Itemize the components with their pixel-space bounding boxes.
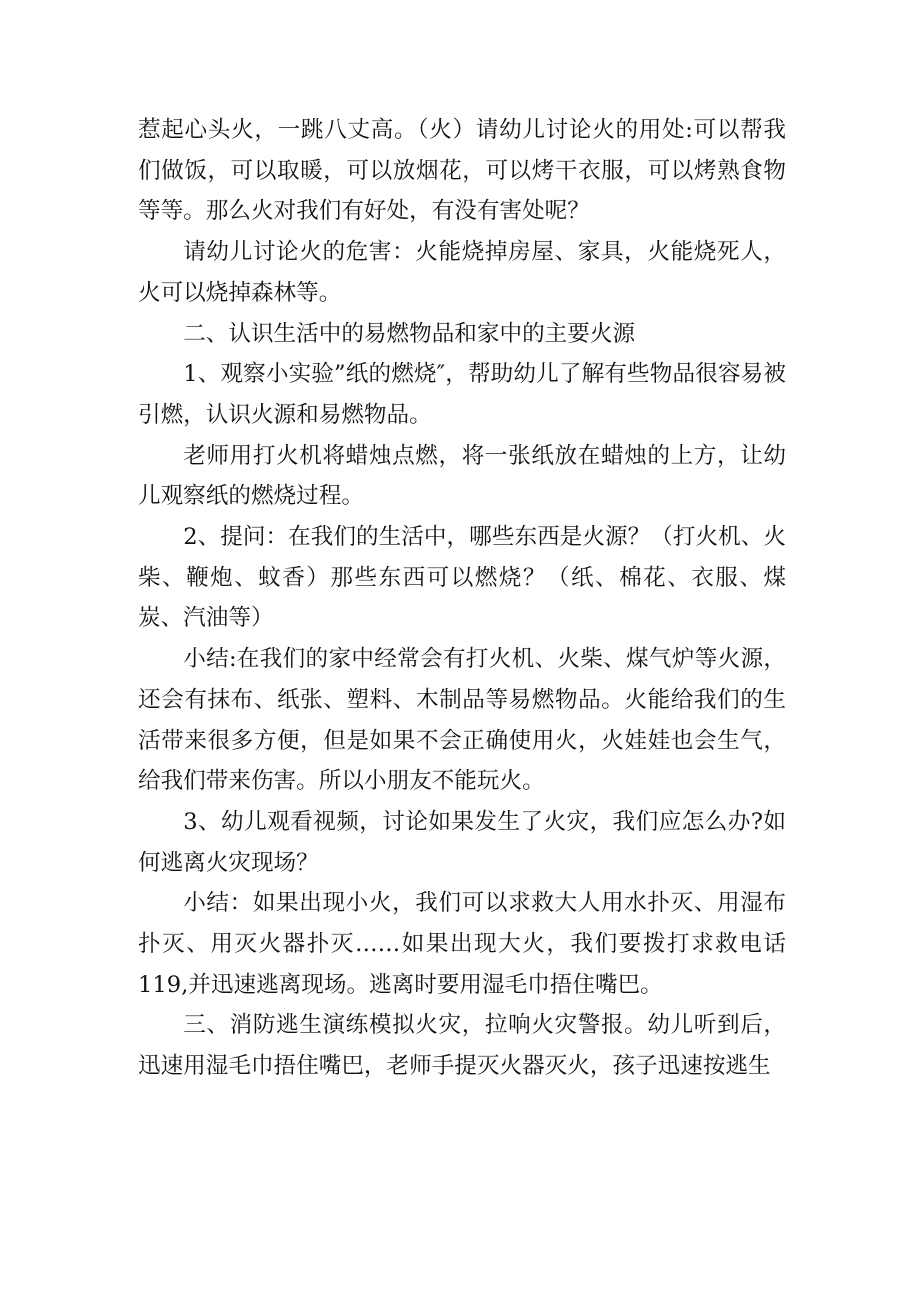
paragraph-8: 3、幼儿观看视频，讨论如果发生了火灾，我们应怎么办?如何逃离火灾现场？	[138, 808, 786, 876]
summary-paragraph-1: 小结:在我们的家中经常会有打火机、火柴、煤气炉等火源，还会有抹布、纸张、塑料、木制品等易燃物品。火能给我们的生活带来很多方便，但是如果不会正确使用火，火娃娃也会生气，给我们带来伤害。所以小朋友不能玩火。	[138, 646, 786, 795]
paragraph-2: 请幼儿讨论火的危害：火能烧掉房屋、家具，火能烧死人，火可以烧掉森林等。	[138, 239, 786, 306]
paragraph-1: 惹起心头火，一跳八丈高。（火）请幼儿讨论火的用处:可以帮我们做饭，可以取暖，可以放烟花，可以烤干衣服，可以烤熟食物等等。那么火对我们有好处，有没有害处呢？	[138, 117, 786, 225]
paragraph-6: 2、提问：在我们的生活中，哪些东西是火源？（打火机、火柴、鞭炮、蚊香）那些东西可以燃烧？（纸、棉花、衣服、煤炭、汽油等）	[138, 524, 786, 632]
paragraph-5: 老师用打火机将蜡烛点燃，将一张纸放在蜡烛的上方，让幼儿观察纸的燃烧过程。	[138, 442, 786, 510]
document-body	[138, 110, 786, 1087]
summary-paragraph-2: 小结：如果出现小火，我们可以求救大人用水扑灭、用湿布扑灭、用灭火器扑灭……如果出现大火，我们要拨打求救电话119,并迅速逃离现场。逃离时要用湿毛巾捂住嘴巴。	[138, 890, 786, 998]
section-heading-2: 二、认识生活中的易燃物品和家中的主要火源	[183, 320, 636, 347]
section-heading-3: 三、消防逃生演练模拟火灾，拉响火灾警报。幼儿听到后，迅速用湿毛巾捂住嘴巴，老师手提灭火器灭火，孩子迅速按逃生	[138, 1012, 786, 1080]
paragraph-4: 1、观察小实验”纸的燃烧″，帮助幼儿了解有些物品很容易被引燃，认识火源和易燃物品。	[138, 361, 786, 428]
